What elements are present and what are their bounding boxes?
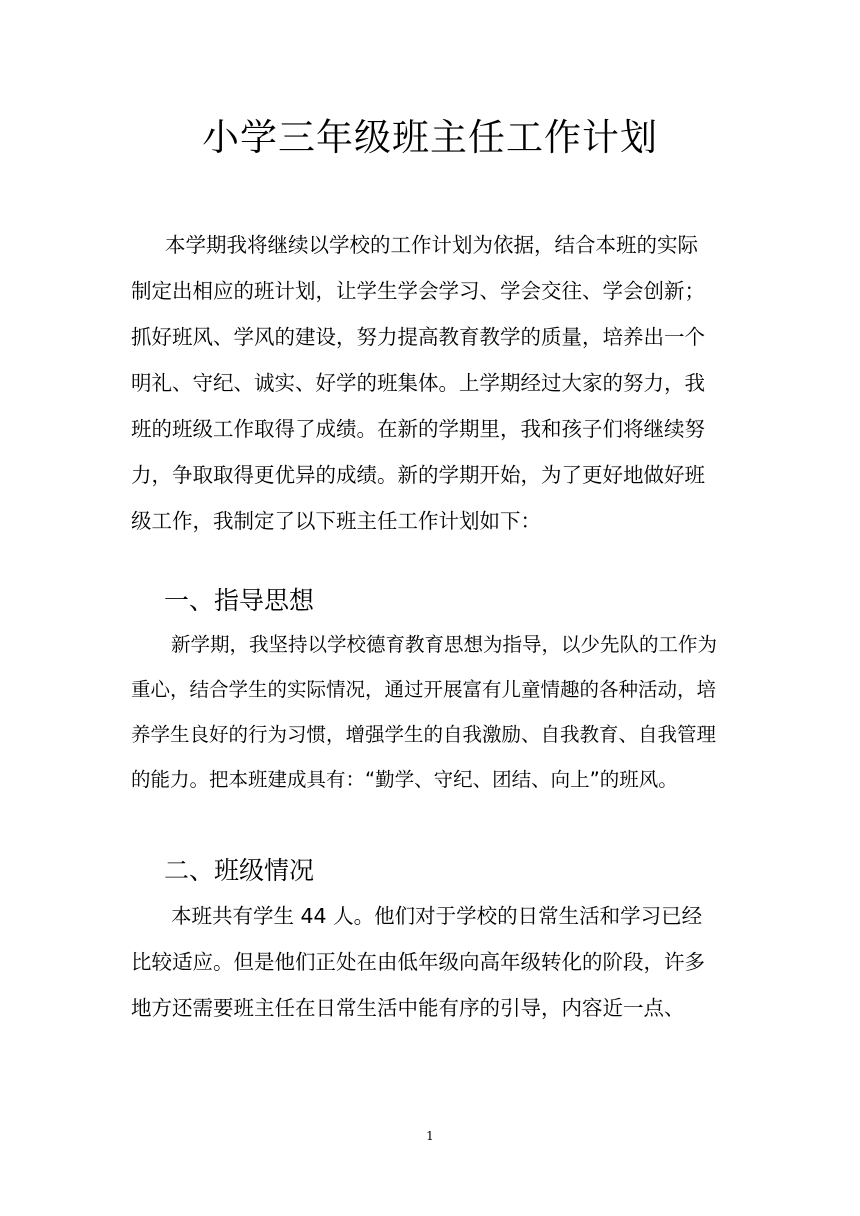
intro-paragraph: [131, 222, 731, 544]
paragraph-line: 养学生良好的行为习惯，增强学生的自我激励、自我教育、自我管理: [131, 723, 717, 746]
paragraph-line: 本班共有学生 44 人。他们对于学校的日常生活和学习已经: [171, 904, 703, 928]
paragraph-line: 力，争取取得更优异的成绩。新的学期开始，为了更好地做好班: [131, 463, 705, 487]
page-number: 1: [426, 1129, 434, 1143]
paragraph-line: 比较适应。但是他们正处在由低年级向高年级转化的阶段，许多: [131, 950, 705, 974]
paragraph-line: 明礼、守纪、诚实、好学的班集体。上学期经过大家的努力，我: [131, 371, 705, 395]
paragraph-line: 本学期我将继续以学校的工作计划为依据，结合本班的实际: [165, 233, 698, 257]
paragraph-line: 的能力。把本班建成具有：“勤学、守纪、团结、向上”的班风。: [131, 768, 678, 791]
section-heading: 一、指导思想: [164, 586, 315, 615]
section-heading: 二、班级情况: [164, 856, 315, 885]
paragraph-line: 班的班级工作取得了成绩。在新的学期里，我和孩子们将继续努: [131, 417, 705, 441]
paragraph-line: 新学期，我坚持以学校德育教育思想为指导，以少先队的工作为: [171, 633, 718, 656]
paragraph-line: 制定出相应的班计划，让学生学会学习、学会交往、学会创新；: [131, 279, 705, 303]
section-paragraph: [131, 893, 731, 1031]
document-title: 小学三年级班主任工作计划: [202, 116, 658, 159]
paragraph-line: 抓好班风、学风的建设，努力提高教育教学的质量，培养出一个: [131, 325, 705, 349]
paragraph-line: 级工作，我制定了以下班主任工作计划如下：: [131, 509, 541, 533]
section-paragraph: [131, 622, 731, 802]
paragraph-line: 地方还需要班主任在日常生活中能有序的引导，内容近一点、: [131, 996, 685, 1020]
paragraph-line: 重心，结合学生的实际情况，通过开展富有儿童情趣的各种活动，培: [131, 678, 717, 701]
